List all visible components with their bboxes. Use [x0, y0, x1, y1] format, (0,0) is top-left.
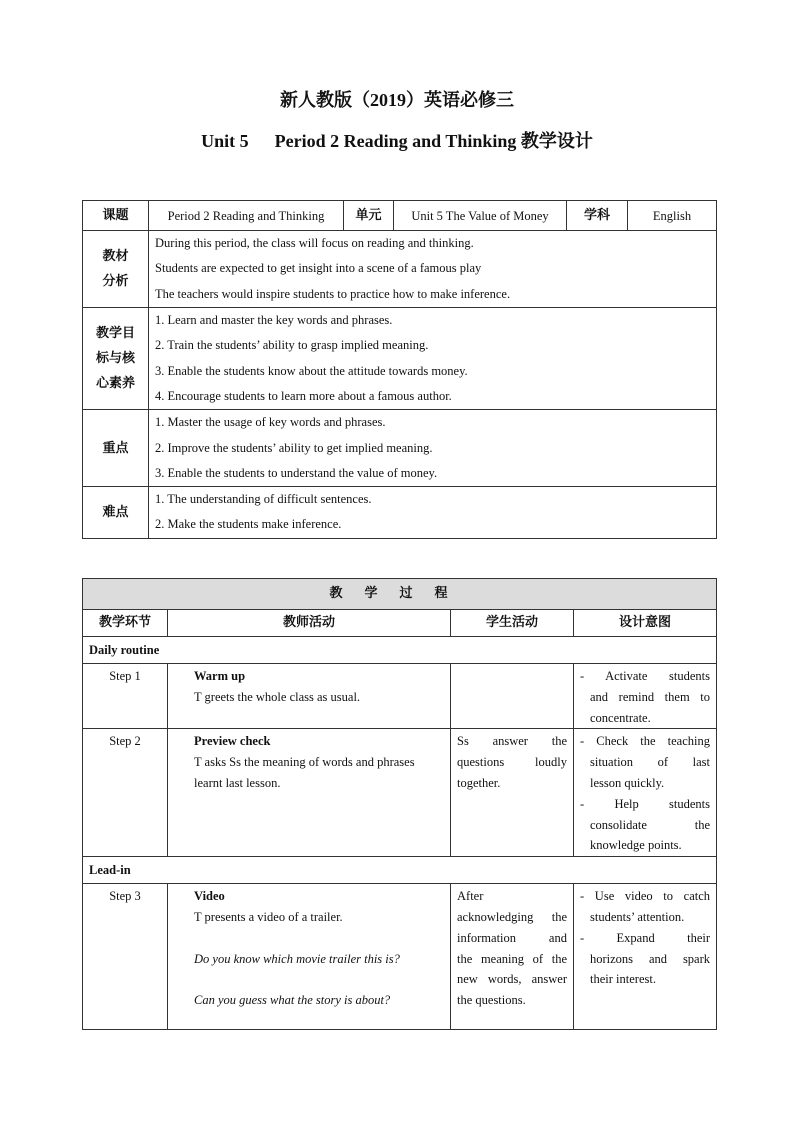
process-heading-row — [83, 579, 717, 610]
goals-row — [83, 308, 717, 410]
step2-label: Step 2 — [83, 729, 168, 857]
analysis-label: 教材 分析 — [83, 231, 149, 308]
col-teacher-header: 教师活动 — [168, 610, 451, 637]
subtitle-rest: Period 2 Reading and Thinking 教学设计 — [274, 131, 593, 151]
step1-label: Step 1 — [83, 664, 168, 729]
unit-value: Unit 5 The Value of Money — [394, 201, 567, 231]
section-lead-row — [83, 857, 717, 884]
step1-row — [83, 664, 717, 729]
step1-student — [451, 664, 574, 729]
step3-label: Step 3 — [83, 884, 168, 1030]
section-lead-in: Lead-in — [83, 857, 717, 884]
analysis-content: During this period, the class will focus on reading and thinking. Students are expected to get insight into a scene of a famous play The teachers would inspire students to practice how to make inference. — [149, 231, 717, 308]
document-title: 新人教版（2019）英语必修三 — [280, 90, 514, 110]
step3-design: - Use video to catch students’ attention. - Expand their horizons and spark their interest. — [574, 884, 717, 1030]
section-daily-row — [83, 637, 717, 664]
goals-label: 教学目 标与核 心素养 — [83, 308, 149, 410]
document-subtitle — [0, 127, 794, 153]
col-stage-header: 教学环节 — [83, 610, 168, 637]
subject-label: 学科 — [567, 201, 628, 231]
key-points-label: 重点 — [83, 410, 149, 487]
col-design-header: 设计意图 — [574, 610, 717, 637]
section-daily-routine: Daily routine — [83, 637, 717, 664]
column-header-row — [83, 610, 717, 637]
col-student-header: 学生活动 — [451, 610, 574, 637]
teaching-process-table — [82, 578, 717, 1030]
step1-teacher: Warm up T greets the whole class as usual. — [168, 664, 451, 729]
course-label: 课题 — [83, 201, 149, 231]
difficult-points-label: 难点 — [83, 487, 149, 539]
process-heading: 教学过程 — [83, 579, 717, 610]
key-points-content: 1. Master the usage of key words and phrases. 2. Improve the students’ ability to get implied meaning. 3. Enable the students to understand the value of money. — [149, 410, 717, 487]
analysis-row — [83, 231, 717, 308]
subject-value: English — [628, 201, 717, 231]
step3-teacher: Video T presents a video of a trailer. Do you know which movie trailer this is? Can you guess what the story is about? — [168, 884, 451, 1030]
subtitle-unit: Unit 5 — [201, 131, 249, 151]
step1-design: - Activate students and remind them to concentrate. — [574, 664, 717, 729]
step2-design: - Check the teaching situation of last lesson quickly. - Help students consolidate the knowledge points. — [574, 729, 717, 857]
step2-student: Ss answer the questions loudly together. — [451, 729, 574, 857]
step2-row — [83, 729, 717, 857]
unit-label: 单元 — [344, 201, 394, 231]
course-row — [83, 201, 717, 231]
step3-row — [83, 884, 717, 1030]
step3-student: After acknowledging the information and the meaning of the new words, answer the questions. — [451, 884, 574, 1030]
difficult-points-content: 1. The understanding of difficult sentences. 2. Make the students make inference. — [149, 487, 717, 539]
lesson-info-table — [82, 200, 717, 539]
goals-content: 1. Learn and master the key words and phrases. 2. Train the students’ ability to grasp implied meaning. 3. Enable the students know about the attitude towards money. 4. Encourage students to learn more about a famous author. — [149, 308, 717, 410]
key-points-row — [83, 410, 717, 487]
course-value: Period 2 Reading and Thinking — [149, 201, 344, 231]
difficult-points-row — [83, 487, 717, 539]
step2-teacher: Preview check T asks Ss the meaning of words and phrases learnt last lesson. — [168, 729, 451, 857]
